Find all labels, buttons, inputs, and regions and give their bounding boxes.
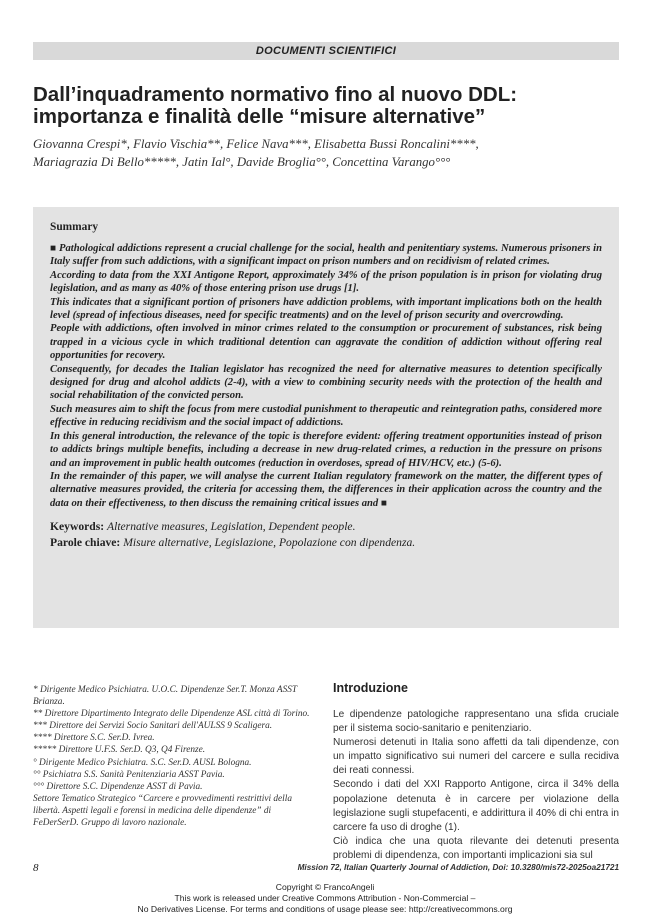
footnote: °°° Direttore S.C. Dipendenze ASST di Pavia. [33,781,203,792]
author-list [33,135,623,171]
intro-paragraph: Le dipendenze patologiche rappresentano una sfida cruciale per il sistema socio-sanitario e penitenziario. [333,709,619,735]
summary-heading: Summary [50,221,99,233]
summary-paragraph: This indicates that a significant portion of prisoners have addiction problems, with important implications both on the health level (spread of infectious diseases, need for specific treatments) and on the level of prison security and overcrowding. [50,296,602,322]
journal-citation: Mission 72, Italian Quarterly Journal of Addiction, Doi: 10.3280/mis72-2025oa21721 [297,863,619,872]
summary-paragraph: ■ Pathological addictions represent a crucial challenge for the social, health and penitentiary systems. Numerous prisoners in Italy suffer from such addictions, with a significant impact on prison numbers and on recidivism of related crimes. [50,243,602,268]
summary-paragraph: According to data from the XXI Antigone Report, approximately 34% of the prison population is in prison for violating drug legislation, and as many as 40% of those entering prison use drugs [1]. [50,269,602,295]
footnote: ° Dirigente Medico Psichiatra. S.C. Ser.D. AUSL Bologna. [33,757,252,768]
parole-chiave: Parole chiave: Misure alternative, Legislazione, Popolazione con dipendenza. [50,536,416,550]
intro-body [333,708,619,863]
copyright-line: Copyright © FrancoAngeli [275,882,375,892]
footnote: ***** Direttore U.F.S. Ser.D. Q3, Q4 Firenze. [33,745,206,756]
page-number: 8 [33,862,39,874]
authors-line-1: Giovanna Crespi*, Flavio Vischia**, Felice Nava***, Elisabetta Bussi Roncalini****, [33,137,479,151]
keywords: Keywords: Alternative measures, Legislation, Dependent people. [50,520,356,534]
article-title [33,84,623,128]
bullet-square-icon: ■ [50,243,57,254]
intro-heading: Introduzione [333,681,408,695]
intro-paragraph: Numerosi detenuti in Italia sono affetti da tali dipendenze, con un impatto significativo sui numeri del carcere e sulla recidiva dei reati connessi. [333,737,619,777]
intro-paragraph: Secondo i dati del XXI Rapporto Antigone, circa il 34% della popolazione detenuta è in carcere per violazione della legislazione sugli stupefacenti, e addirittura il 40% di chi entra in carcere fa uso di droghe (1). [333,779,619,833]
summary-paragraph: Consequently, for decades the Italian legislator has recognized the need for alternative measures to detention specifically designed for drug and alcohol addicts (2-4), with a view to combining security needs with the protection of the health and social rehabilitation of the convicted person. [50,363,602,402]
end-square-icon: ■ [380,497,387,509]
intro-paragraph: Ciò indica che una quota rilevante dei detenuti presenta problemi di dipendenza, con importanti implicazioni sia sul [333,835,619,861]
footnote: *** Direttore dei Servizi Socio Sanitari dell'AULSS 9 Scaligera. [33,721,273,732]
title-line-1: Dall’inquadramento normativo fino al nuovo DDL: [33,83,518,106]
footnote: ** Direttore Dipartimento Integrato delle Dipendenze ASL città di Torino. [33,709,310,720]
summary-paragraph: People with addictions, often involved in minor crimes related to the consumption or procurement of substances, risk being trapped in a vicious cycle in which traditional detention can aggravate the condition of addiction without offering real opportunities for recovery. [50,323,602,362]
copyright-notice [0,882,650,915]
authors-line-2: Mariagrazia Di Bello*****, Jatin Ial°, Davide Broglia°°, Concettina Varango°°° [33,155,451,169]
author-affiliations [33,684,319,829]
summary-paragraph: Such measures aim to shift the focus from mere custodial punishment to therapeutic and reintegration paths, considered more effective in reducing recidivism and the social impact of addictions. [50,403,602,429]
license-line: This work is released under Creative Commons Attribution - Non-Commercial – [174,893,476,903]
section-label: DOCUMENTI SCIENTIFICI [33,42,619,60]
summary-paragraph: In this general introduction, the relevance of the topic is therefore evident: offering treatment opportunities instead of prison to addicts brings multiple benefits, including a decrease in new drug-related crimes, a reduction in the pressure on prisons and an improvement in public health outcomes (reduction in overdoses, spread of HIV/HCV, etc.) (5-6). [50,430,602,469]
license-link-line: No Derivatives License. For terms and conditions of usage please see: http://creativecommons.org [137,904,513,914]
footnote: **** Direttore S.C. Ser.D. Ivrea. [33,733,155,744]
summary-paragraph: In the remainder of this paper, we will analyse the current Italian regulatory framework on the matter, the different types of alternative measures provided, the criteria for accessing them, the differences in their application across the country and the data on their effectiveness, to then discuss the remaining critical issues and ■ [50,470,602,509]
title-line-2: importanza e finalità delle “misure alternative” [33,105,486,128]
footnote: °° Psichiatra S.S. Sanità Penitenziaria ASST Pavia. [33,769,225,780]
footnote: * Dirigente Medico Psichiatra. U.O.C. Dipendenze Ser.T. Monza ASST Brianza. [33,685,297,708]
footnote: Settore Tematico Strategico “Carcere e provvedimenti restrittivi della libertà. Aspetti legali e forensi in medicina delle dipendenze” di FeDerSerD. Gruppo di lavoro nazionale. [33,793,292,829]
summary-box [33,207,619,628]
